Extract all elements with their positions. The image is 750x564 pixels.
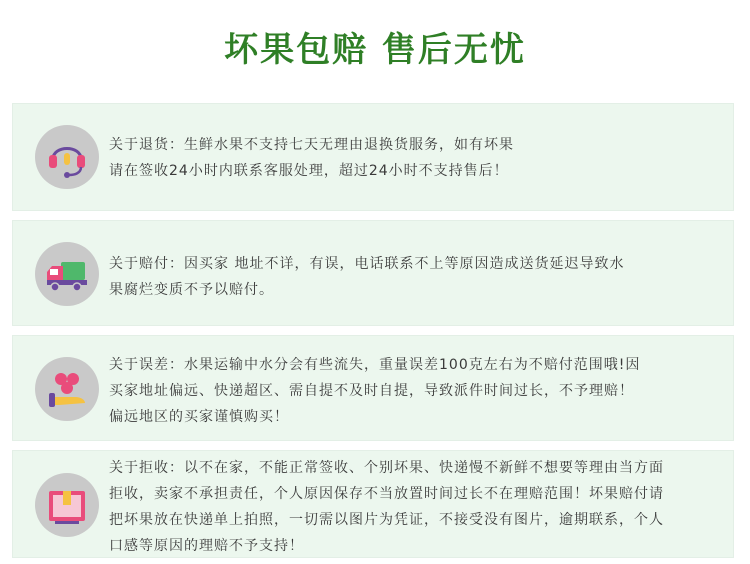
card-refusal: [12, 450, 734, 558]
card-weight-error: [12, 335, 734, 441]
card-compensation-text: 关于赔付：因买家 地址不详，有误，电话联系不上等原因造成送货延迟导致水 果腐烂变质不予以赔付。: [109, 256, 625, 298]
package-box-icon: [35, 473, 99, 537]
delivery-truck-icon: [35, 242, 99, 306]
card-compensation: [12, 220, 734, 326]
card-weight-error-text: 关于误差：水果运输中水分会有些流失，重量误差100克左右为不赔付范围哦!因 买家地址偏远、快递超区、需自提不及时自提，导致派件时间过长，不予理赔！ 偏远地区的买家谨慎购买！: [109, 357, 641, 425]
card-returns: [12, 103, 734, 211]
headset-icon: [35, 125, 99, 189]
hand-fruit-icon: [35, 357, 99, 421]
page-title: 坏果包赔 售后无忧: [224, 30, 526, 70]
card-refusal-text: 关于拒收：以不在家，不能正常签收、个别坏果、快递慢不新鲜不想要等理由当方面 拒收，卖家不承担责任，个人原因保存不当放置时间过长不在理赔范围！坏果赔付请 把坏果放在快递单上拍照，一切需以图片为凭证，不接受没有图片，逾期联系，个人 口感等原因的理赔不予支持！: [109, 460, 664, 554]
card-returns-text: 关于退货：生鲜水果不支持七天无理由退换货服务，如有坏果 请在签收24小时内联系客服处理，超过24小时不支持售后！: [109, 137, 514, 179]
